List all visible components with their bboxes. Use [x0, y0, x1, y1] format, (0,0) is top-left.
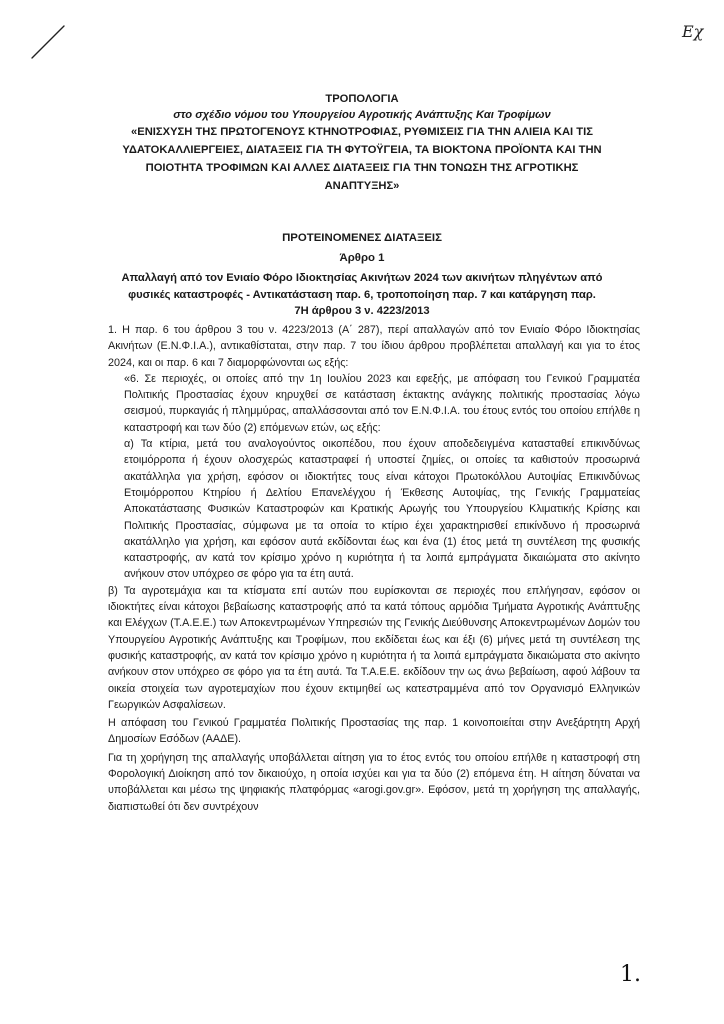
page-number: 1. [620, 962, 641, 987]
pen-stroke-mark [28, 22, 68, 62]
handwritten-initials: Εχ [682, 22, 704, 41]
article-title-line: 7Η άρθρου 3 ν. 4223/2013 [294, 305, 430, 317]
paragraph: Για τη χορήγηση της απαλλαγής υποβάλλεται αίτηση για το έτος εντός του οποίου επήλθε η καταστροφή στη Φορολογική Διοίκηση από τον δικαιούχο, η οποία ισχύει και για τα δύο (2) επόμενα έτη. Η αίτηση δύναται να υποβάλλεται και μέσω της ψηφιακής πλατφόρμας «arogi.gov.gr». Εφόσον, μετά τη χορήγηση της απαλλαγής, διαπιστωθεί ότι δεν συντρέχουν [108, 751, 640, 813]
paragraph: 1. Η παρ. 6 του άρθρου 3 του ν. 4223/2013 (Α΄ 287), περί απαλλαγών από τον Ενιαίο Φόρο Ιδιοκτησίας Ακινήτων (Ε.Ν.Φ.Ι.Α.), αντικαθίσταται, στην παρ. 7 του ίδιου άρθρου προβλέπεται απαλλαγή και για το έτος 2024, και οι παρ. 6 και 7 διαμορφώνονται ως εξής: [108, 324, 640, 369]
article-title-line: Απαλλαγή από τον Ενιαίο Φόρο Ιδιοκτησίας Ακινήτων 2024 των ακινήτων πληγέντων από [121, 272, 603, 284]
bill-title-line: «ΕΝΙΣΧΥΣΗ ΤΗΣ ΠΡΩΤΟΓΕΝΟΥΣ ΚΤΗΝΟΤΡΟΦΙΑΣ, ΡΥΘΜΙΣΕΙΣ ΓΙΑ ΤΗΝ ΑΛΙΕΙΑ ΚΑΙ ΤΙΣ [131, 126, 593, 138]
paragraph: α) Τα κτίρια, μετά του αναλογούντος οικοπέδου, που έχουν αποδεδειγμένα κατασταθεί επικινδύνως ετοιμόρροπα ή έχουν ολοσχερώς καταστραφεί ή υποστεί ζημίες, οι οποίες τα καθιστούν προσωρινά ακατάλληλα για χρήση, εφόσον οι ιδιοκτήτες τους είναι κάτοχοι Πρωτοκόλλου Αυτοψίας Επικινδύνως Ετοιμόρροπου Κτηρίου ή Δελτίου Επανελέγχου ή Έκθεσης Αυτοψίας, της Γενικής Γραμματείας Αποκατάστασης Φυσικών Καταστροφών και Κρατικής Αρωγής του Υπουργείου Κλιματικής Κρίσης και Πολιτικής Προστασίας, σύμφωνα με τα οποία το κτίριο έχει χαρακτηρισθεί επικίνδυνο ή προσωρινά ακατάλληλο για χρήση, και εφόσον αυτά εκδίδονται έως και ένα (1) έτος μετά τη συντέλεση της φυσικής καταστροφής, αν κατά τον κρίσιμο χρόνο η κυριότητα ή τα λοιπά εμπράγματα δικαιώματα στο ακίνητο ανήκουν στον υπόχρεο σε φόρο για τα έτη αυτά. [124, 438, 640, 581]
paragraph: «6. Σε περιοχές, οι οποίες από την 1η Ιουλίου 2023 και εφεξής, με απόφαση του Γενικού Γραμματέα Πολιτικής Προστασίας έχουν κηρυχθεί σε κατάσταση έκτακτης ανάγκης πολιτικής προστασίας λόγω σεισμού, πυρκαγιάς ή πλημμύρας, απαλλάσσονται από τον Ε.Ν.Φ.Ι.Α. του έτους εντός του οποίου επήλθε η καταστροφή και των δύο (2) επόμενων ετών, ως εξής: [124, 372, 640, 434]
bill-title-line: ΑΝΑΠΤΥΞΗΣ» [324, 180, 400, 192]
bill-title-line: ΠΟΙΟΤΗΤΑ ΤΡΟΦΙΜΩΝ ΚΑΙ ΑΛΛΕΣ ΔΙΑΤΑΞΕΙΣ ΓΙΑ ΤΗΝ ΤΟΝΩΣΗ ΤΗΣ ΑΓΡΟΤΙΚΗΣ [145, 162, 579, 174]
paragraph: Η απόφαση του Γενικού Γραμματέα Πολιτικής Προστασίας της παρ. 1 κοινοποιείται στην Ανεξάρτητη Αρχή Δημοσίων Εσόδων (ΑΑΔΕ). [108, 717, 640, 746]
document-header [60, 92, 664, 195]
article-title [100, 270, 624, 320]
paragraph: β) Τα αγροτεμάχια και τα κτίσματα επί αυτών που ευρίσκονται σε περιοχές που επλήγησαν, εφόσον οι ιδιοκτήτες είναι κάτοχοι βεβαίωσης καταστροφής από τα κατά τόπους αρμόδια Τμήματα Αγροτικής Ανάπτυξης και Ελέγχων (Τ.Α.Ε.Ε.) των Αποκεντρωμένων Υπηρεσιών της Γενικής Διεύθυνσης Αποκεντρωμένων Δομών του Υπουργείου Αγροτικής Ανάπτυξης και Τροφίμων, που εκδίδεται έως και έξι (6) μήνες μετά τη συντέλεση της φυσικής καταστροφής, αν κατά τον κρίσιμο χρόνο η κυριότητα ή τα λοιπά εμπράγματα δικαιώματα στο ακίνητο ανήκουν στον υπόχρεο σε φόρο για τα έτη αυτά. Τα Τ.Α.Ε.Ε. εκδίδουν την ως άνω βεβαίωση, αφού λάβουν τα οικεία στοιχεία των αγροτεμαχίων που έχουν εκτιμηθεί ως κατεστραμμένα από τον Οργανισμό Ελληνικών Γεωργικών Ασφαλίσεων. [108, 584, 640, 711]
article-number: Άρθρο 1 [339, 252, 385, 264]
article-body [108, 322, 640, 815]
bill-title-line: ΥΔΑΤΟΚΑΛΛΙΕΡΓΕΙΕΣ, ΔΙΑΤΑΞΕΙΣ ΓΙΑ ΤΗ ΦΥΤΟΫΓΕΙΑ, ΤΑ ΒΙΟΚΤΟΝΑ ΠΡΟΪΟΝΤΑ ΚΑΙ ΤΗΝ [122, 144, 602, 156]
bill-reference: στο σχέδιο νόμου του Υπουργείου Αγροτικής Ανάπτυξης Και Τροφίμων [173, 109, 551, 121]
section-title: ΠΡΟΤΕΙΝΟΜΕΝΕΣ ΔΙΑΤΑΞΕΙΣ [282, 232, 442, 244]
document-kind: ΤΡΟΠΟΛΟΓΙΑ [325, 93, 399, 105]
article-title-line: φυσικές καταστροφές - Αντικατάσταση παρ. 6, τροποποίηση παρ. 7 και κατάργηση παρ. [128, 288, 596, 301]
